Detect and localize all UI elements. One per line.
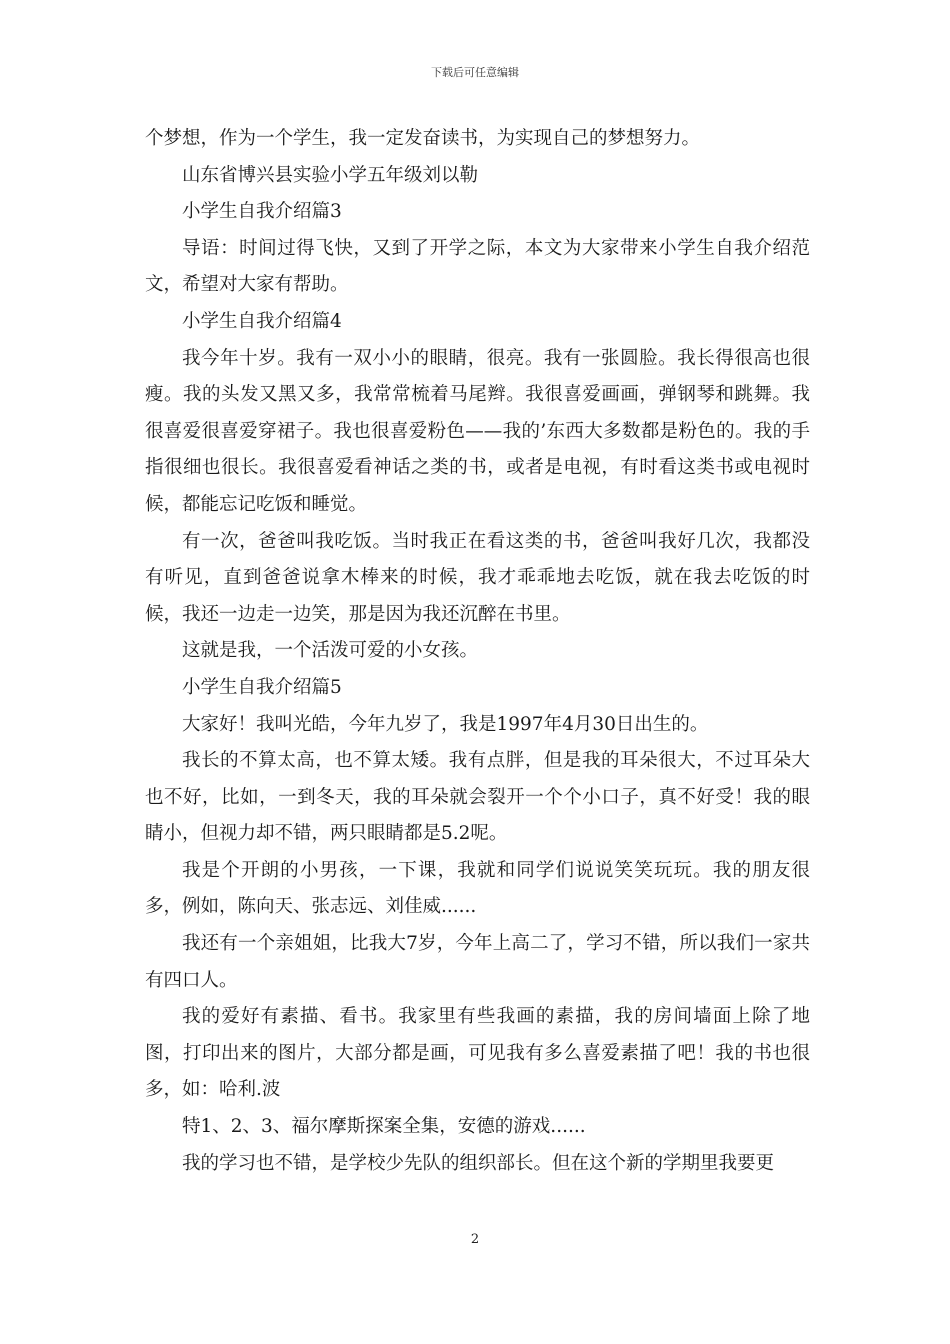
page-number: 2 [470,1232,480,1247]
paragraph-7: 大家好！我叫光皓，今年九岁了，我是1997年4月30日出生的。 [182,713,709,735]
paragraph-13: 我的学习也不错，是学校少先队的组织部长。但在这个新的学期里我要更 [182,1152,775,1174]
paragraph-6: 这就是我，一个活泼可爱的小女孩。 [182,640,479,662]
document-body [145,121,810,1182]
section-heading-4: 小学生自我介绍篇4 [182,310,342,332]
paragraph-11: 我的爱好有素描、看书。我家里有些我画的素描，我的房间墙面上除了地图，打印出来的图片，大部分都是画，可见我有多么喜爱素描了吧！我的书也很多，如：哈利.波 [145,1006,810,1101]
paragraph-3: 导语：时间过得飞快，又到了开学之际，本文为大家带来小学生自我介绍范文，希望对大家有帮助。 [145,237,810,296]
paragraph-2: 山东省博兴县实验小学五年级刘以勒 [182,164,479,186]
paragraph-9: 我是个开朗的小男孩，一下课，我就和同学们说说笑笑玩玩。我的朋友很多，例如，陈向天、张志远、刘佳威...... [145,859,810,918]
section-heading-5: 小学生自我介绍篇5 [182,676,342,698]
paragraph-12: 特1、2、3、福尔摩斯探案全集，安德的游戏...... [182,1116,586,1138]
page-header: 下载后可任意编辑 [431,66,519,79]
section-heading-3: 小学生自我介绍篇3 [182,201,342,223]
paragraph-1: 个梦想，作为一个学生，我一定发奋读书，为实现自己的梦想努力。 [145,128,701,149]
paragraph-8: 我长的不算太高，也不算太矮。我有点胖，但是我的耳朵很大，不过耳朵大也不好，比如，一到冬天，我的耳朵就会裂开一个个小口子，真不好受！我的眼睛小，但视力却不错，两只眼睛都是5.2呢。 [145,750,810,845]
paragraph-10: 我还有一个亲姐姐，比我大7岁，今年上高二了，学习不错，所以我们一家共有四口人。 [145,933,810,991]
paragraph-4: 我今年十岁。我有一双小小的眼睛，很亮。我有一张圆脸。我长得很高也很瘦。我的头发又黑又多，我常常梳着马尾辫。我很喜爱画画，弹钢琴和跳舞。我很喜爱很喜爱穿裙子。我也很喜爱粉色——我的’东西大多数都是粉色的。我的手指很细也很长。我很喜爱看神话之类的书，或者是电视，有时看这类书或电视时候，都能忘记吃饭和睡觉。 [145,347,810,515]
paragraph-5: 有一次，爸爸叫我吃饭。当时我正在看这类的书，爸爸叫我好几次，我都没有听见，直到爸爸说拿木棒来的时候，我才乖乖地去吃饭，就在我去吃饭的时候，我还一边走一边笑，那是因为我还沉醉在书里。 [145,530,810,625]
